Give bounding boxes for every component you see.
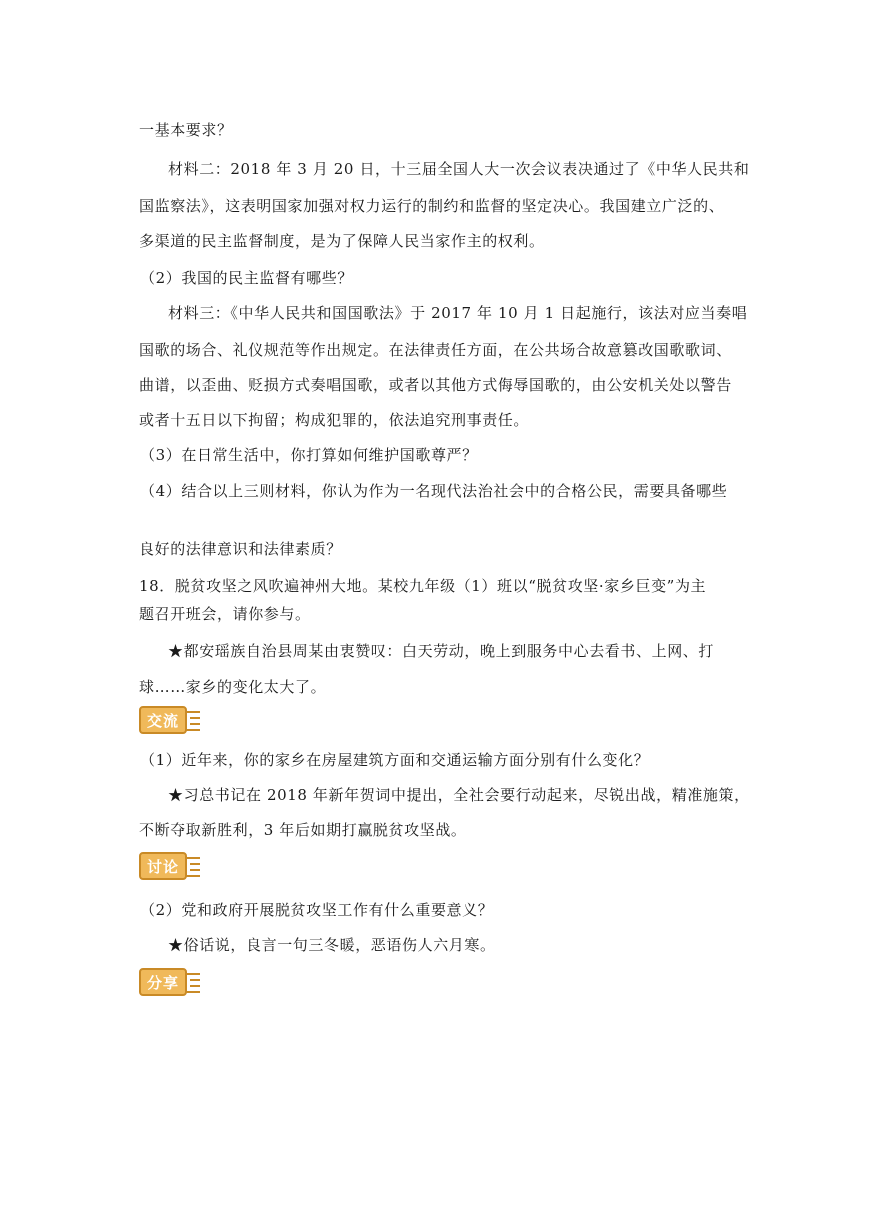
tab-lines-icon bbox=[185, 973, 203, 993]
star-item-3: ★俗话说，良言一句三冬暖，恶语伤人六月寒。 bbox=[168, 936, 496, 954]
question-3: （3）在日常生活中，你打算如何维护国歌尊严？ bbox=[140, 446, 478, 464]
star-item-1-line-2: 球……家乡的变化太大了。 bbox=[139, 678, 327, 696]
discuss-badge bbox=[139, 852, 205, 882]
text-line-1: 一基本要求？ bbox=[139, 121, 233, 139]
star-item-2-line-1: ★习总书记在 2018 年新年贺词中提出，全社会要行动起来，尽锐出战，精准施策， bbox=[168, 786, 750, 804]
share-badge-label: 分享 bbox=[139, 968, 187, 996]
star-item-2-line-2: 不断夺取新胜利，3 年后如期打赢脱贫攻坚战。 bbox=[139, 821, 467, 839]
material-three-line-3: 曲谱，以歪曲、贬损方式奏唱国歌，或者以其他方式侮辱国歌的，由公安机关处以警告 bbox=[139, 376, 732, 394]
question-2: （2）我国的民主监督有哪些？ bbox=[140, 269, 353, 287]
share-badge bbox=[139, 968, 205, 998]
exchange-badge bbox=[139, 706, 205, 736]
question-4-line-2: 良好的法律意识和法律素质？ bbox=[139, 540, 342, 558]
material-three-line-4: 或者十五日以下拘留；构成犯罪的，依法追究刑事责任。 bbox=[139, 411, 530, 429]
star-item-1-line-1: ★都安瑶族自治县周某由衷赞叹：白天劳动，晚上到服务中心去看书、上网、打 bbox=[168, 642, 715, 660]
material-two-line-1: 材料二：2018 年 3 月 20 日，十三届全国人大一次会议表决通过了《中华人民共和 bbox=[168, 160, 750, 178]
material-two-line-2: 国监察法》，这表明国家加强对权力运行的制约和监督的坚定决心。我国建立广泛的、 bbox=[139, 197, 725, 215]
question-18-1: （1）近年来，你的家乡在房屋建筑方面和交通运输方面分别有什么变化？ bbox=[140, 751, 650, 769]
tab-lines-icon bbox=[185, 857, 203, 877]
tab-lines-icon bbox=[185, 711, 203, 731]
material-two-line-3: 多渠道的民主监督制度，是为了保障人民当家作主的权利。 bbox=[139, 232, 545, 250]
question-18-line-1: 18．脱贫攻坚之风吹遍神州大地。某校九年级（1）班以“脱贫攻坚·家乡巨变”为主 bbox=[139, 577, 707, 595]
question-18-2: （2）党和政府开展脱贫攻坚工作有什么重要意义？ bbox=[140, 901, 494, 919]
material-three-line-1: 材料三：《中华人民共和国国歌法》于 2017 年 10 月 1 日起施行，该法对应当奏唱 bbox=[168, 304, 748, 322]
exchange-badge-label: 交流 bbox=[139, 706, 187, 734]
question-4-line-1: （4）结合以上三则材料，你认为作为一名现代法治社会中的合格公民，需要具备哪些 bbox=[140, 482, 728, 500]
question-18-line-2: 题召开班会，请你参与。 bbox=[139, 605, 311, 623]
discuss-badge-label: 讨论 bbox=[139, 852, 187, 880]
material-three-line-2: 国歌的场合、礼仪规范等作出规定。在法律责任方面，在公共场合故意篡改国歌歌词、 bbox=[139, 341, 732, 359]
